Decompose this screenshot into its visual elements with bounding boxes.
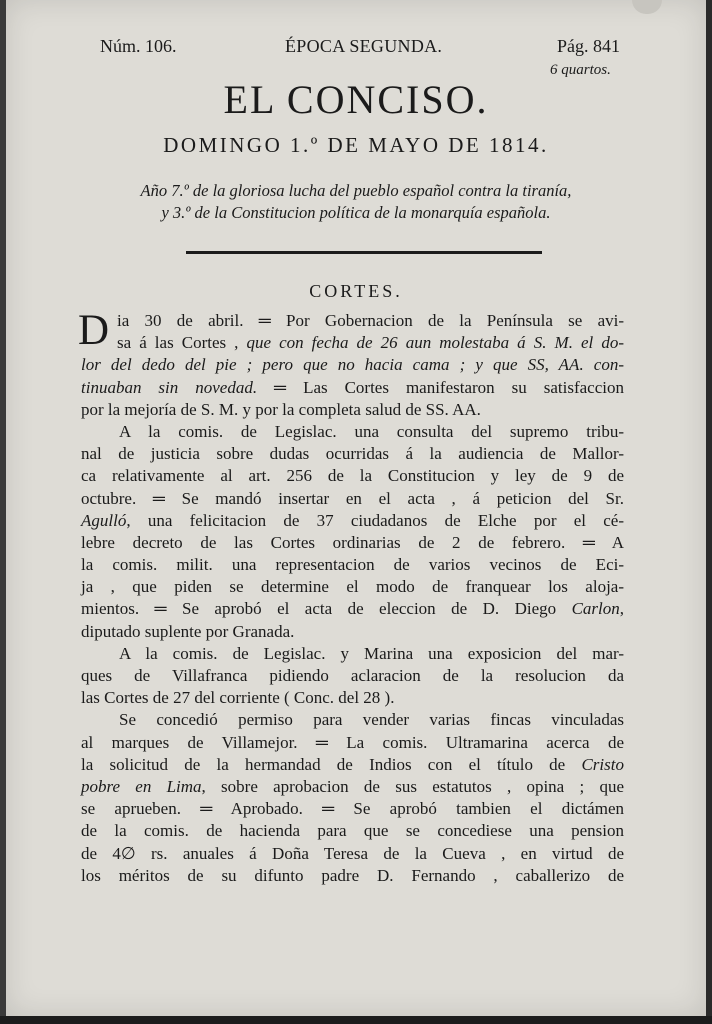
section-rule	[186, 251, 542, 254]
article-body	[78, 307, 624, 887]
text-line: la comis. milit. una representacion de varios vecinos de Eci-	[81, 555, 624, 575]
text-line: octubre. ═ Se mandó insertar en el acta , á peticion del Sr.	[81, 488, 624, 508]
text-line: A la comis. de Legislac. una consulta del supremo tribu-	[119, 421, 624, 441]
text-line: Agulló, una felicitacion de 37 ciudadanos de Elche por el cé-	[81, 510, 624, 530]
page-corner-wear	[632, 0, 662, 14]
text-line: al marques de Villamejor. ═ La comis. Ultramarina acerca de	[81, 732, 624, 752]
section-title: CORTES.	[309, 281, 403, 301]
epigraph-line-1: Año 7.º de la gloriosa lucha del pueblo español contra la tiranía,	[140, 181, 572, 200]
dateline: DOMINGO 1.º DE MAYO DE 1814.	[163, 133, 549, 157]
text-line: las Cortes de 27 del corriente ( Conc. del 28 ).	[81, 688, 395, 708]
text-line: Se concedió permiso para vender varias fincas vinculadas	[119, 710, 624, 730]
price-quartos: 6 quartos.	[550, 62, 611, 78]
text-line: nal de justicia sobre dudas ocurridas á la audiencia de Mallor-	[81, 444, 624, 464]
text-line: ca relativamente al art. 256 de la Constitucion y ley de 9 de	[81, 466, 624, 486]
text-line: sa á las Cortes , que con fecha de 26 aun molestaba á S. M. el do-	[117, 333, 624, 353]
text-line: por la mejoría de S. M. y por la completa salud de SS. AA.	[81, 399, 481, 419]
text-line: de la comis. de hacienda para que se concediese una pension	[81, 821, 624, 841]
text-line: pobre en Lima, sobre aprobacion de sus estatutos , opina ; que	[81, 776, 624, 796]
issue-number: Núm. 106.	[100, 36, 177, 56]
epoch-label: ÉPOCA SEGUNDA.	[285, 36, 443, 56]
text-line: se aprueben. ═ Aprobado. ═ Se aprobó tambien el dictámen	[81, 799, 624, 819]
text-line: lebre decreto de las Cortes ordinarias de 2 de febrero. ═ A	[81, 532, 624, 552]
page-bottom-edge	[0, 1016, 712, 1024]
epigraph	[66, 180, 646, 224]
text-line: lor del dedo del pie ; pero que no hacia cama ; y que SS, AA. con-	[81, 355, 624, 375]
text-line: la solicitud de la hermandad de Indios con el título de Cristo	[81, 754, 624, 774]
text-line: ques de Villafranca pidiendo aclaracion de la resolucion da	[81, 666, 624, 685]
text-line: tinuaban sin novedad. ═ Las Cortes manifestaron su satisfaccion	[81, 377, 624, 397]
drop-cap: D	[78, 307, 110, 354]
text-line: diputado suplente por Granada.	[81, 621, 295, 641]
text-line: A la comis. de Legislac. y Marina una exposicion del mar-	[119, 643, 624, 663]
text-line: los méritos de su difunto padre D. Fernando , caballerizo de	[81, 865, 624, 885]
running-head	[6, 36, 706, 60]
text-line: de 4∅ rs. anuales á Doña Teresa de la Cueva , en virtud de	[81, 843, 624, 863]
epigraph-line-2: y 3.º de la Constitucion política de la monarquía española.	[161, 203, 551, 222]
newspaper-page	[6, 0, 706, 1016]
page-number: Pág. 841	[557, 36, 620, 56]
masthead-title: EL CONCISO.	[223, 77, 489, 122]
text-line: ja , que piden se determine el modo de franquear los aloja-	[81, 577, 624, 597]
text-line: mientos. ═ Se aprobó el acta de eleccion de D. Diego Carlon,	[81, 599, 624, 619]
text-line: ia 30 de abril. ═ Por Gobernacion de la Península se avi-	[117, 311, 624, 330]
